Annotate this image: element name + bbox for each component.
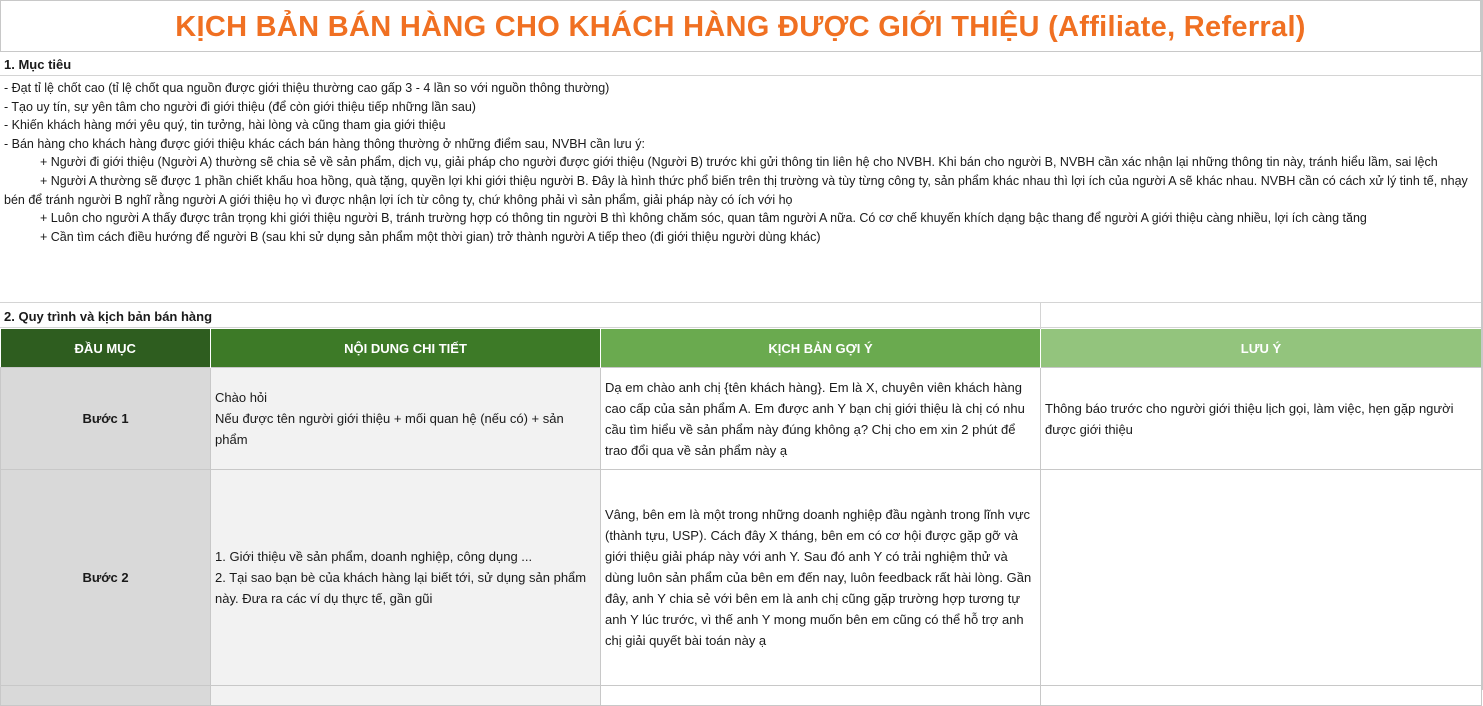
step-cell[interactable]: Bước 1: [1, 368, 211, 470]
note-cell[interactable]: Thông báo trước cho người giới thiệu lịch gọi, làm việc, hẹn gặp người được giới thiệu: [1041, 368, 1482, 470]
detail-cell[interactable]: Chào hỏi Nếu được tên người giới thiệu + mối quan hệ (nếu có) + sản phẩm: [211, 368, 601, 470]
goal-line: - Bán hàng cho khách hàng được giới thiệu khác cách bán hàng thông thường ở những điểm sau, NVBH cần lưu ý:: [4, 136, 645, 151]
script-cell[interactable]: Dạ em chào anh chị {tên khách hàng}. Em là X, chuyên viên khách hàng cao cấp của sản phẩm A. Em được anh Y bạn chị giới thiệu là chị có nhu cầu tìm hiểu về sản phẩm này đúng không ạ? Chị cho em xin 2 phút để trao đổi qua về sản phẩm này ạ: [601, 368, 1041, 470]
step-cell[interactable]: [1, 686, 211, 706]
column-header-note[interactable]: LƯU Ý: [1041, 329, 1482, 368]
column-header-category[interactable]: ĐẦU MỤC: [1, 329, 211, 368]
goal-subpoint: + Người A thường sẽ được 1 phần chiết khấu hoa hồng, quà tặng, quyền lợi khi giới thiệu người B. Đây là hình thức phổ biến trên thị trường và tùy từng công ty, sản phẩm khác nhau thì lợi ích của người A sẽ khác nhau. NVBH cần có cách xử lý tinh tế, nhạy bén để tránh người B nghĩ rằng người A giới thiệu họ vì được nhận lợi ích từ công ty, chứ không phải vì sản phẩm, giải pháp này có ích với họ: [4, 173, 1468, 207]
goal-subpoint: + Luôn cho người A thấy được trân trọng khi giới thiệu người B, tránh trường hợp có thông tin người B thì không chăm sóc, quan tâm người A nữa. Có cơ chế khuyến khích dạng bậc thang để người A giới thiệu càng nhiều, lợi ích càng tăng: [40, 211, 1367, 226]
step-cell[interactable]: Bước 2: [1, 470, 211, 686]
script-cell[interactable]: Vâng, bên em là một trong những doanh nghiệp đầu ngành trong lĩnh vực (thành tựu, USP). Cách đây X tháng, bên em có cơ hội được gặp gỡ và giới thiệu giải pháp này với anh Y. Sau đó anh Y có trải nghiệm thử và dùng luôn sản phẩm của bên em đến nay, luôn feedback rất hài lòng. Gần đây, anh Y chia sẻ với bên em là anh chị cũng gặp trường hợp tương tự anh Y lúc trước, vì thế anh Y mong muốn bên em cũng có thể hỗ trợ anh chị giải quyết bài toán này ạ: [601, 470, 1041, 686]
column-header-script[interactable]: KỊCH BẢN GỢI Ý: [601, 329, 1041, 368]
table-row: [1, 368, 1482, 470]
sheet-title[interactable]: KỊCH BẢN BÁN HÀNG CHO KHÁCH HÀNG ĐƯỢC GIỚI THIỆU (Affiliate, Referral): [0, 0, 1481, 52]
goals-block[interactable]: [0, 79, 1481, 246]
section-process-heading[interactable]: 2. Quy trình và kịch bản bán hàng: [0, 306, 1481, 328]
detail-cell[interactable]: 1. Giới thiệu về sản phẩm, doanh nghiệp, công dụng ... 2. Tại sao bạn bè của khách hàng lại biết tới, sử dụng sản phẩm này. Đưa ra các ví dụ thực tế, gần gũi: [211, 470, 601, 686]
table-header-row: [1, 329, 1482, 368]
grid-line: [0, 302, 1481, 303]
column-header-detail[interactable]: NỘI DUNG CHI TIẾT: [211, 329, 601, 368]
goal-line: - Đạt tỉ lệ chốt cao (tỉ lệ chốt qua nguồn được giới thiệu thường cao gấp 3 - 4 lần so với nguồn thông thường): [4, 81, 610, 95]
script-cell[interactable]: [601, 686, 1041, 706]
note-cell[interactable]: [1041, 470, 1482, 686]
table-row: [1, 686, 1482, 706]
script-table: [0, 329, 1482, 706]
table-row: [1, 470, 1482, 686]
goal-subpoint: + Người đi giới thiệu (Người A) thường sẽ chia sẻ về sản phẩm, dịch vụ, giải pháp cho người được giới thiệu (Người B) trước khi gửi thông tin liên hệ cho NVBH. Khi bán cho người B, NVBH cần xác nhận lại những thông tin này, tránh hiểu lầm, sai lệch: [40, 155, 1438, 170]
goal-line: - Tạo uy tín, sự yên tâm cho người đi giới thiệu (để còn giới thiệu tiếp những lần sau): [4, 99, 476, 114]
note-cell[interactable]: [1041, 686, 1482, 706]
section-goals-heading[interactable]: 1. Mục tiêu: [0, 54, 1481, 76]
grid-line: [1040, 303, 1041, 329]
goal-subpoint: + Cần tìm cách điều hướng để người B (sau khi sử dụng sản phẩm một thời gian) trở thành người A tiếp theo (đi giới thiệu người dùng khác): [40, 229, 821, 244]
detail-cell[interactable]: [211, 686, 601, 706]
goal-line: - Khiến khách hàng mới yêu quý, tin tưởng, hài lòng và cũng tham gia giới thiệu: [4, 118, 446, 133]
